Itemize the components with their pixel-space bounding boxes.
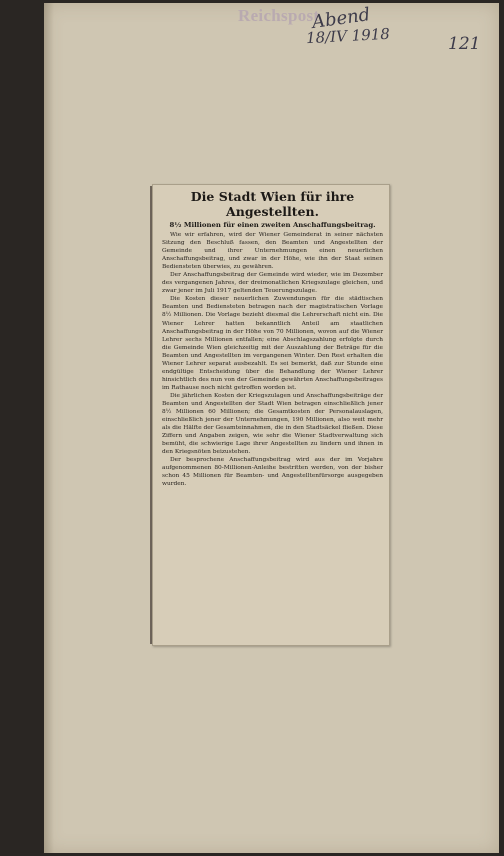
article-paragraph-3: Die Kosten dieser neuerlichen Zuwendungen für die städtischen Beamten und Bediensteten betragen nach der magistratischen Vorlage 8½ Millionen. Die Vorlage bezieht diesmal die Lehrerschaft nicht ein. Die Wiener Lehrer hatten bekanntlich Anteil am staatlichen Anschaffungsbeitrag in der Höhe von 70 Millionen, wovon auf die Wiener Lehrer sechs Millionen entfallen; eine Abschlagszahlung erfolgte durch die Gemeinde Wien gleichzeitig mit der Auszahlung der Beträge für die Beamten und Angestellten im vergangenen Winter. Den Rest erhalten die Wiener Lehrer separat ausbezahlt. Es sei bemerkt, daß zur Stunde eine endgültige Entscheidung über die Behandlung der Wiener Lehrer hinsichtlich des nun von der Gemeinde gewährten Anschaffungsbeitrages im Rathause noch nicht getroffen worden ist.: [162, 296, 383, 391]
handwritten-edition: Abend: [310, 4, 372, 33]
article-paragraph-1: Wie wir erfahren, wird der Wiener Gemeinderat in seiner nächsten Sitzung den Beschluß fassen, den Beamten und Angestellten der Gemeinde und ihrer Unternehmungen einen neuerlichen Anschaffungsbeitrag, und zwar in der Höhe, wie ihn der Staat seinen Bediensteten überwies, zu gewähren.: [162, 232, 383, 271]
article-subheadline: 8½ Millionen für einen zweiten Anschaffungsbeitrag.: [169, 221, 376, 229]
article-headline: [162, 189, 383, 219]
newspaper-clipping: [152, 184, 390, 646]
headline-line-1: Die Stadt Wien für ihre: [190, 189, 355, 204]
article-paragraph-2: Der Anschaffungsbeitrag der Gemeinde wird wieder, wie im Dezember des vergangenen Jahres, der dreimonatlichen Kriegszulage gleichen, und zwar jener im Juli 1917 geltenden Teuerungszulage.: [162, 272, 383, 295]
article-paragraph-5: Der besprochene Anschaffungsbeitrag wird aus der im Vorjahre aufgenommenen 80-Millionen-Anleihe bestritten werden, von der bisher schon 45 Millionen für Beamten- und Angestelltenfürsorge ausgegeben wurden.: [162, 457, 383, 488]
handwritten-number: 121: [448, 34, 481, 54]
article-paragraph-4: Die jährlichen Kosten der Kriegszulagen und Anschaffungsbeiträge der Beamten und Angestellten der Stadt Wien betragen einschließlich jener 8½ Millionen 60 Millionen; die Gesamtkosten der Personalauslagen, einschließlich jener der Unternehmungen, 190 Millionen, also weit mehr als die Hälfte der Gesamteinnahmen, die in den Stadtsäckel fließen. Diese Ziffern und Angaben zeigen, wie sehr die Wiener Stadtverwaltung sich bemüht, die schwierige Lage ihrer Angestellten zu lindern und ihnen in den Kriegsnöten beizustehen.: [162, 392, 383, 456]
sheet-shadow-edge: [44, 3, 54, 853]
headline-line-2: Angestellten.: [226, 204, 319, 219]
newspaper-stamp: Reichspost: [238, 6, 320, 25]
handwritten-date: 18/IV 1918: [305, 24, 391, 48]
